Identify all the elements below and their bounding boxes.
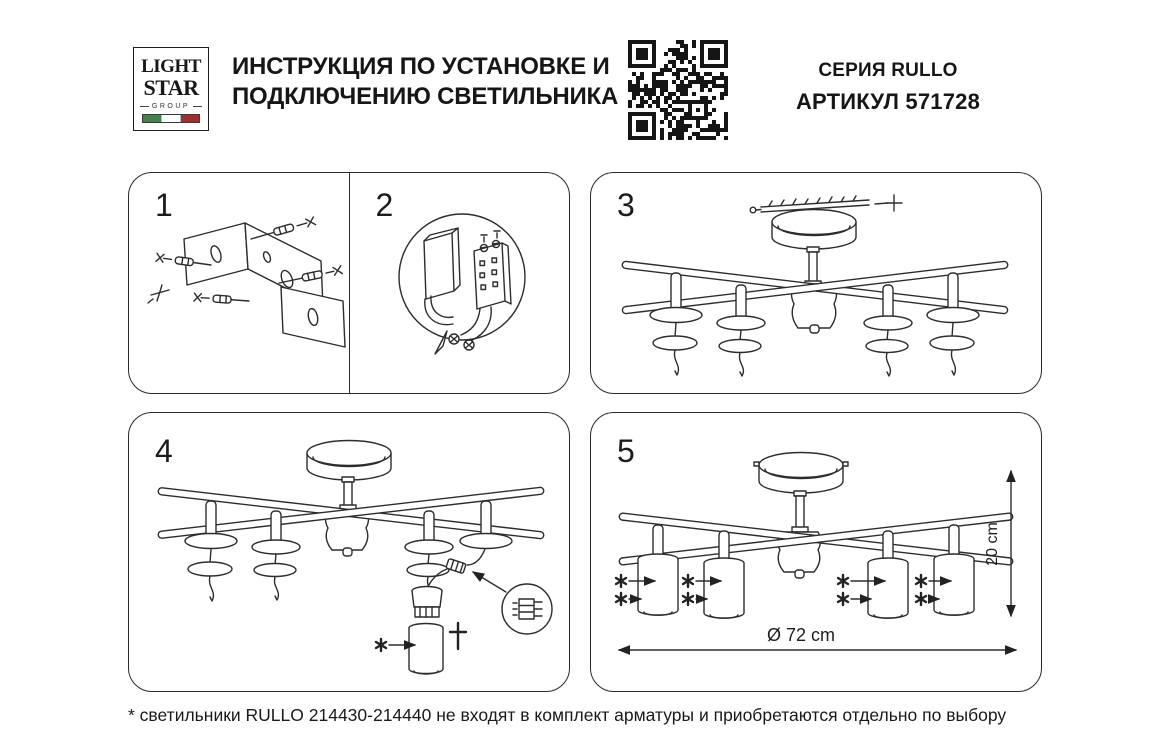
italy-flag-icon	[142, 114, 200, 123]
asterisk-marker	[683, 575, 693, 587]
step-1-diagram	[129, 173, 348, 390]
step-3-number: 3	[617, 187, 635, 223]
asterisk-marker	[838, 575, 848, 587]
page-title	[232, 52, 618, 112]
step-5-number: 5	[617, 433, 635, 469]
logo-rule-right	[193, 106, 202, 107]
asterisk-marker	[616, 593, 626, 605]
lamp-socket	[412, 587, 442, 618]
step-1	[129, 173, 349, 393]
wires	[435, 307, 491, 354]
canopy	[772, 210, 856, 250]
article-label: АРТИКУЛ 571728	[795, 89, 981, 114]
step-2-diagram	[350, 173, 568, 390]
screw-tip-icon	[148, 285, 169, 303]
lamp-shade	[934, 525, 974, 615]
wiring-detail-circle	[399, 214, 525, 340]
flag-white	[161, 115, 181, 122]
diameter-dimension	[619, 625, 1016, 650]
height-dimension	[984, 471, 1011, 616]
series-label: СЕРИЯ RULLO	[818, 60, 958, 81]
height-label: 20 cm	[984, 522, 1001, 566]
terminal-block	[474, 231, 511, 309]
step-4-panel	[128, 412, 570, 692]
lamp-post	[650, 273, 702, 375]
title-line-2: ПОДКЛЮЧЕНИЮ СВЕТИЛЬНИКА	[232, 83, 619, 110]
footnote: * светильники RULLO 214430-214440 не входят в комплект арматуры и приобретаются отдельно по выбору	[128, 705, 1007, 725]
lamp-post	[185, 501, 237, 601]
lamp-shade	[409, 624, 443, 675]
qr-code	[628, 40, 728, 140]
logo-rule-left	[140, 106, 149, 107]
asterisk-marker	[916, 575, 926, 587]
step-1-number: 1	[155, 187, 173, 223]
flag-green	[143, 115, 161, 122]
step-5-diagram	[591, 413, 1038, 688]
screw-icon	[875, 195, 902, 211]
step-4-diagram	[129, 413, 566, 688]
logo-light: LIGHT	[141, 56, 201, 77]
step-2	[349, 173, 570, 393]
asterisk-marker	[683, 593, 693, 605]
asterisk-marker	[916, 593, 926, 605]
step-2-number: 2	[375, 187, 394, 223]
step-5-panel	[590, 412, 1042, 692]
detail-arrow	[473, 572, 506, 592]
step-1-2-panel	[128, 172, 570, 394]
logo-group-text: GROUP	[151, 103, 191, 110]
lightstar-logo	[133, 47, 209, 131]
step-3-diagram	[591, 173, 1038, 390]
bracket-plate	[424, 228, 460, 325]
lamp-shade	[638, 525, 678, 615]
stem	[792, 491, 808, 532]
canopy	[754, 453, 848, 494]
canopy	[307, 441, 391, 481]
step-4-number: 4	[155, 433, 173, 469]
stem	[340, 477, 356, 510]
footnote-asterisk	[376, 639, 386, 651]
logo-group-row	[140, 103, 202, 110]
lamp-post	[927, 273, 979, 375]
screw-icon	[450, 623, 466, 649]
step-3-panel	[590, 172, 1042, 394]
product-info	[788, 60, 988, 115]
asterisk-marker	[616, 575, 626, 587]
mounting-bracket	[184, 223, 345, 347]
title-line-1: ИНСТРУКЦИЯ ПО УСТАНОВКЕ И	[232, 53, 610, 80]
detail-circle	[502, 584, 552, 634]
flag-red	[181, 115, 199, 122]
diameter-label: Ø 72 cm	[766, 625, 836, 645]
logo-star: STAR	[143, 75, 199, 100]
asterisk-marker	[838, 593, 848, 605]
stem	[805, 247, 821, 286]
